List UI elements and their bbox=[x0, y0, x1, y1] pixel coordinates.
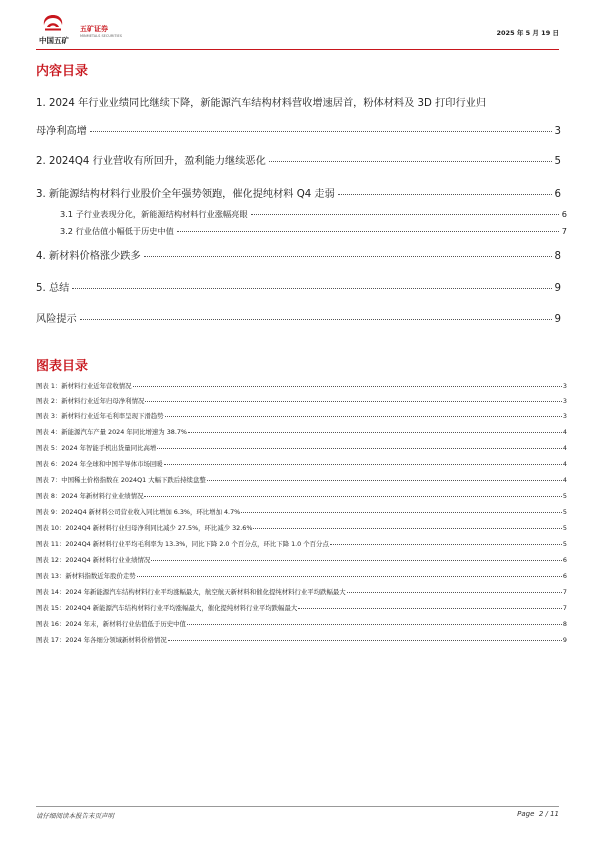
figure-label: 图表 2：新材料行业近年归母净利情况 bbox=[36, 397, 145, 405]
toc-leader-dots bbox=[269, 161, 552, 162]
figure-label: 图表 13：新材料指数近年股价走势 bbox=[36, 572, 136, 580]
toc-item-label: 2. 2024Q4 行业营收有所回升，盈利能力继续恶化 bbox=[36, 156, 266, 167]
figure-leader-dots bbox=[133, 386, 562, 387]
figure-page: 9 bbox=[562, 636, 567, 644]
toc-item-3-2[interactable] bbox=[60, 226, 567, 237]
figure-label: 图表 4：新能源汽车产量 2024 年同比增速为 38.7% bbox=[36, 428, 188, 436]
figure-entry[interactable] bbox=[36, 603, 567, 612]
figure-label: 图表 9：2024Q4 新材料公司营业收入同比增加 6.3%，环比增加 4.7% bbox=[36, 508, 241, 516]
figure-entry[interactable] bbox=[36, 411, 567, 420]
toc-item-2[interactable] bbox=[36, 152, 561, 167]
figure-page: 5 bbox=[562, 492, 567, 500]
figure-page: 6 bbox=[562, 556, 567, 564]
figure-entry[interactable] bbox=[36, 459, 567, 468]
figure-page: 3 bbox=[562, 382, 567, 390]
figure-leader-dots bbox=[137, 576, 562, 577]
figure-page: 7 bbox=[562, 604, 567, 612]
figure-leader-dots bbox=[253, 528, 561, 529]
figure-entry[interactable] bbox=[36, 635, 567, 644]
toc-item-1-line1[interactable]: 1. 2024 年行业业绩同比继续下降，新能源汽车结构材料营收增速居首，粉体材料及 3D 打印行业归 bbox=[36, 98, 487, 109]
figure-entry[interactable] bbox=[36, 491, 567, 500]
figure-page: 3 bbox=[562, 412, 567, 420]
logo-brand-en: MINMETALS SECURITIES bbox=[80, 34, 122, 38]
figures-title: 图表目录 bbox=[36, 359, 89, 374]
figure-label: 图表 15：2024Q4 新能源汽车结构材料行业平均涨幅最大，催化提纯材料行业平均跌幅最大 bbox=[36, 604, 298, 612]
figure-page: 8 bbox=[562, 620, 567, 628]
figure-page: 5 bbox=[562, 540, 567, 548]
header-divider bbox=[36, 49, 559, 50]
figure-leader-dots bbox=[347, 592, 562, 593]
toc-item-label: 4. 新材料价格涨少跌多 bbox=[36, 251, 141, 262]
toc-item-label: 母净利高增 bbox=[36, 126, 87, 137]
toc-item-label: 3.2 行业估值小幅低于历史中值 bbox=[60, 226, 174, 236]
toc-item-4[interactable] bbox=[36, 247, 561, 262]
toc-leader-dots bbox=[251, 214, 559, 215]
figure-label: 图表 1：新材料行业近年营收情况 bbox=[36, 382, 132, 390]
figure-entry[interactable] bbox=[36, 555, 567, 564]
toc-item-page: 9 bbox=[554, 314, 561, 325]
footer-page-label: Page bbox=[517, 810, 535, 818]
toc-item-page: 7 bbox=[561, 226, 567, 236]
figure-entry[interactable] bbox=[36, 507, 567, 516]
figure-page: 4 bbox=[562, 444, 567, 452]
figure-leader-dots bbox=[157, 448, 562, 449]
figure-label: 图表 12：2024Q4 新材料行业业绩情况 bbox=[36, 556, 151, 564]
figure-entry[interactable] bbox=[36, 571, 567, 580]
figure-label: 图表 11：2024Q4 新材料行业平均毛利率为 13.3%，同比下降 2.0 个百分点，环比下降 1.0 个百分点 bbox=[36, 540, 329, 548]
toc-item-label: 5. 总结 bbox=[36, 283, 70, 294]
toc-item-page: 6 bbox=[554, 189, 561, 200]
figure-entry[interactable] bbox=[36, 396, 567, 405]
figure-label: 图表 17：2024 年各细分领域新材料价格情况 bbox=[36, 636, 167, 644]
footer-page-info bbox=[517, 810, 559, 818]
toc-leader-dots bbox=[80, 319, 552, 320]
report-date: 2025 年 5 月 19 日 bbox=[496, 29, 559, 37]
toc-leader-dots bbox=[144, 256, 552, 257]
figure-label: 图表 10：2024Q4 新材料行业归母净利同比减少 27.5%，环比减少 32.6% bbox=[36, 524, 253, 532]
toc-item-5[interactable] bbox=[36, 279, 561, 294]
figure-entry[interactable] bbox=[36, 443, 567, 452]
toc-item-1[interactable] bbox=[36, 122, 561, 137]
toc-item-page: 9 bbox=[554, 283, 561, 294]
figure-leader-dots bbox=[187, 624, 562, 625]
figure-label: 图表 8：2024 年新材料行业业绩情况 bbox=[36, 492, 144, 500]
toc-item-label: 3.1 子行业表现分化，新能源结构材料行业涨幅亮眼 bbox=[60, 209, 248, 219]
company-logo-icon bbox=[42, 14, 64, 32]
figure-page: 4 bbox=[562, 460, 567, 468]
figure-label: 图表 6：2024 年全球和中国半导体市场回暖 bbox=[36, 460, 163, 468]
figure-leader-dots bbox=[165, 416, 562, 417]
figure-leader-dots bbox=[144, 496, 561, 497]
figure-leader-dots bbox=[145, 401, 562, 402]
toc-item-page: 3 bbox=[554, 126, 561, 137]
toc-leader-dots bbox=[90, 131, 552, 132]
figure-entry[interactable] bbox=[36, 619, 567, 628]
figure-entry[interactable] bbox=[36, 381, 567, 390]
figure-page: 5 bbox=[562, 524, 567, 532]
toc-item-3-1[interactable] bbox=[60, 209, 567, 220]
logo-brand-name: 五矿证券 bbox=[80, 25, 108, 33]
footer-divider bbox=[36, 806, 559, 807]
toc-leader-dots bbox=[338, 194, 552, 195]
logo-cn-text: 中国五矿 bbox=[39, 36, 69, 45]
toc-item-label: 3. 新能源结构材料行业股价全年强势领跑，催化提纯材料 Q4 走弱 bbox=[36, 189, 335, 200]
figure-page: 5 bbox=[562, 508, 567, 516]
toc-item-page: 6 bbox=[561, 209, 567, 219]
toc-item-3[interactable] bbox=[36, 185, 561, 200]
figure-label: 图表 16：2024 年末，新材料行业估值低于历史中值 bbox=[36, 620, 186, 628]
figure-label: 图表 14：2024 年新能源汽车结构材料行业平均涨幅最大，航空航天新材料和催化提纯材料行业平均跌幅最大 bbox=[36, 588, 346, 596]
figure-page: 3 bbox=[562, 397, 567, 405]
figure-label: 图表 5：2024 年智能手机出货量同比高增 bbox=[36, 444, 157, 452]
figure-label: 图表 3：新材料行业近年毛利率呈现下滑趋势 bbox=[36, 412, 164, 420]
figure-page: 4 bbox=[562, 428, 567, 436]
figure-entry[interactable] bbox=[36, 475, 567, 484]
toc-item-page: 5 bbox=[554, 156, 561, 167]
page-header bbox=[36, 14, 559, 50]
figure-leader-dots bbox=[330, 544, 562, 545]
figure-leader-dots bbox=[298, 608, 562, 609]
figure-leader-dots bbox=[188, 432, 562, 433]
figure-page: 7 bbox=[562, 588, 567, 596]
figure-entry[interactable] bbox=[36, 523, 567, 532]
footer-disclaimer: 请仔细阅读本报告末页声明 bbox=[36, 812, 114, 820]
figure-entry[interactable] bbox=[36, 587, 567, 596]
toc-title: 内容目录 bbox=[36, 64, 89, 79]
figure-page: 4 bbox=[562, 476, 567, 484]
figure-leader-dots bbox=[151, 560, 562, 561]
toc-item-page: 8 bbox=[554, 251, 561, 262]
figure-leader-dots bbox=[241, 512, 562, 513]
figure-leader-dots bbox=[207, 480, 562, 481]
figure-entry[interactable] bbox=[36, 539, 567, 548]
toc-item-risk[interactable] bbox=[36, 310, 561, 325]
footer-page-number: 2 / 11 bbox=[538, 810, 559, 818]
figure-leader-dots bbox=[168, 640, 562, 641]
figure-entry[interactable] bbox=[36, 427, 567, 436]
figure-page: 6 bbox=[562, 572, 567, 580]
toc-leader-dots bbox=[177, 231, 559, 232]
figure-leader-dots bbox=[164, 464, 562, 465]
toc-leader-dots bbox=[72, 288, 551, 289]
toc-item-label: 风险提示 bbox=[36, 314, 77, 325]
figure-label: 图表 7：中国稀土价格指数在 2024Q1 大幅下跌后持续盘整 bbox=[36, 476, 206, 484]
